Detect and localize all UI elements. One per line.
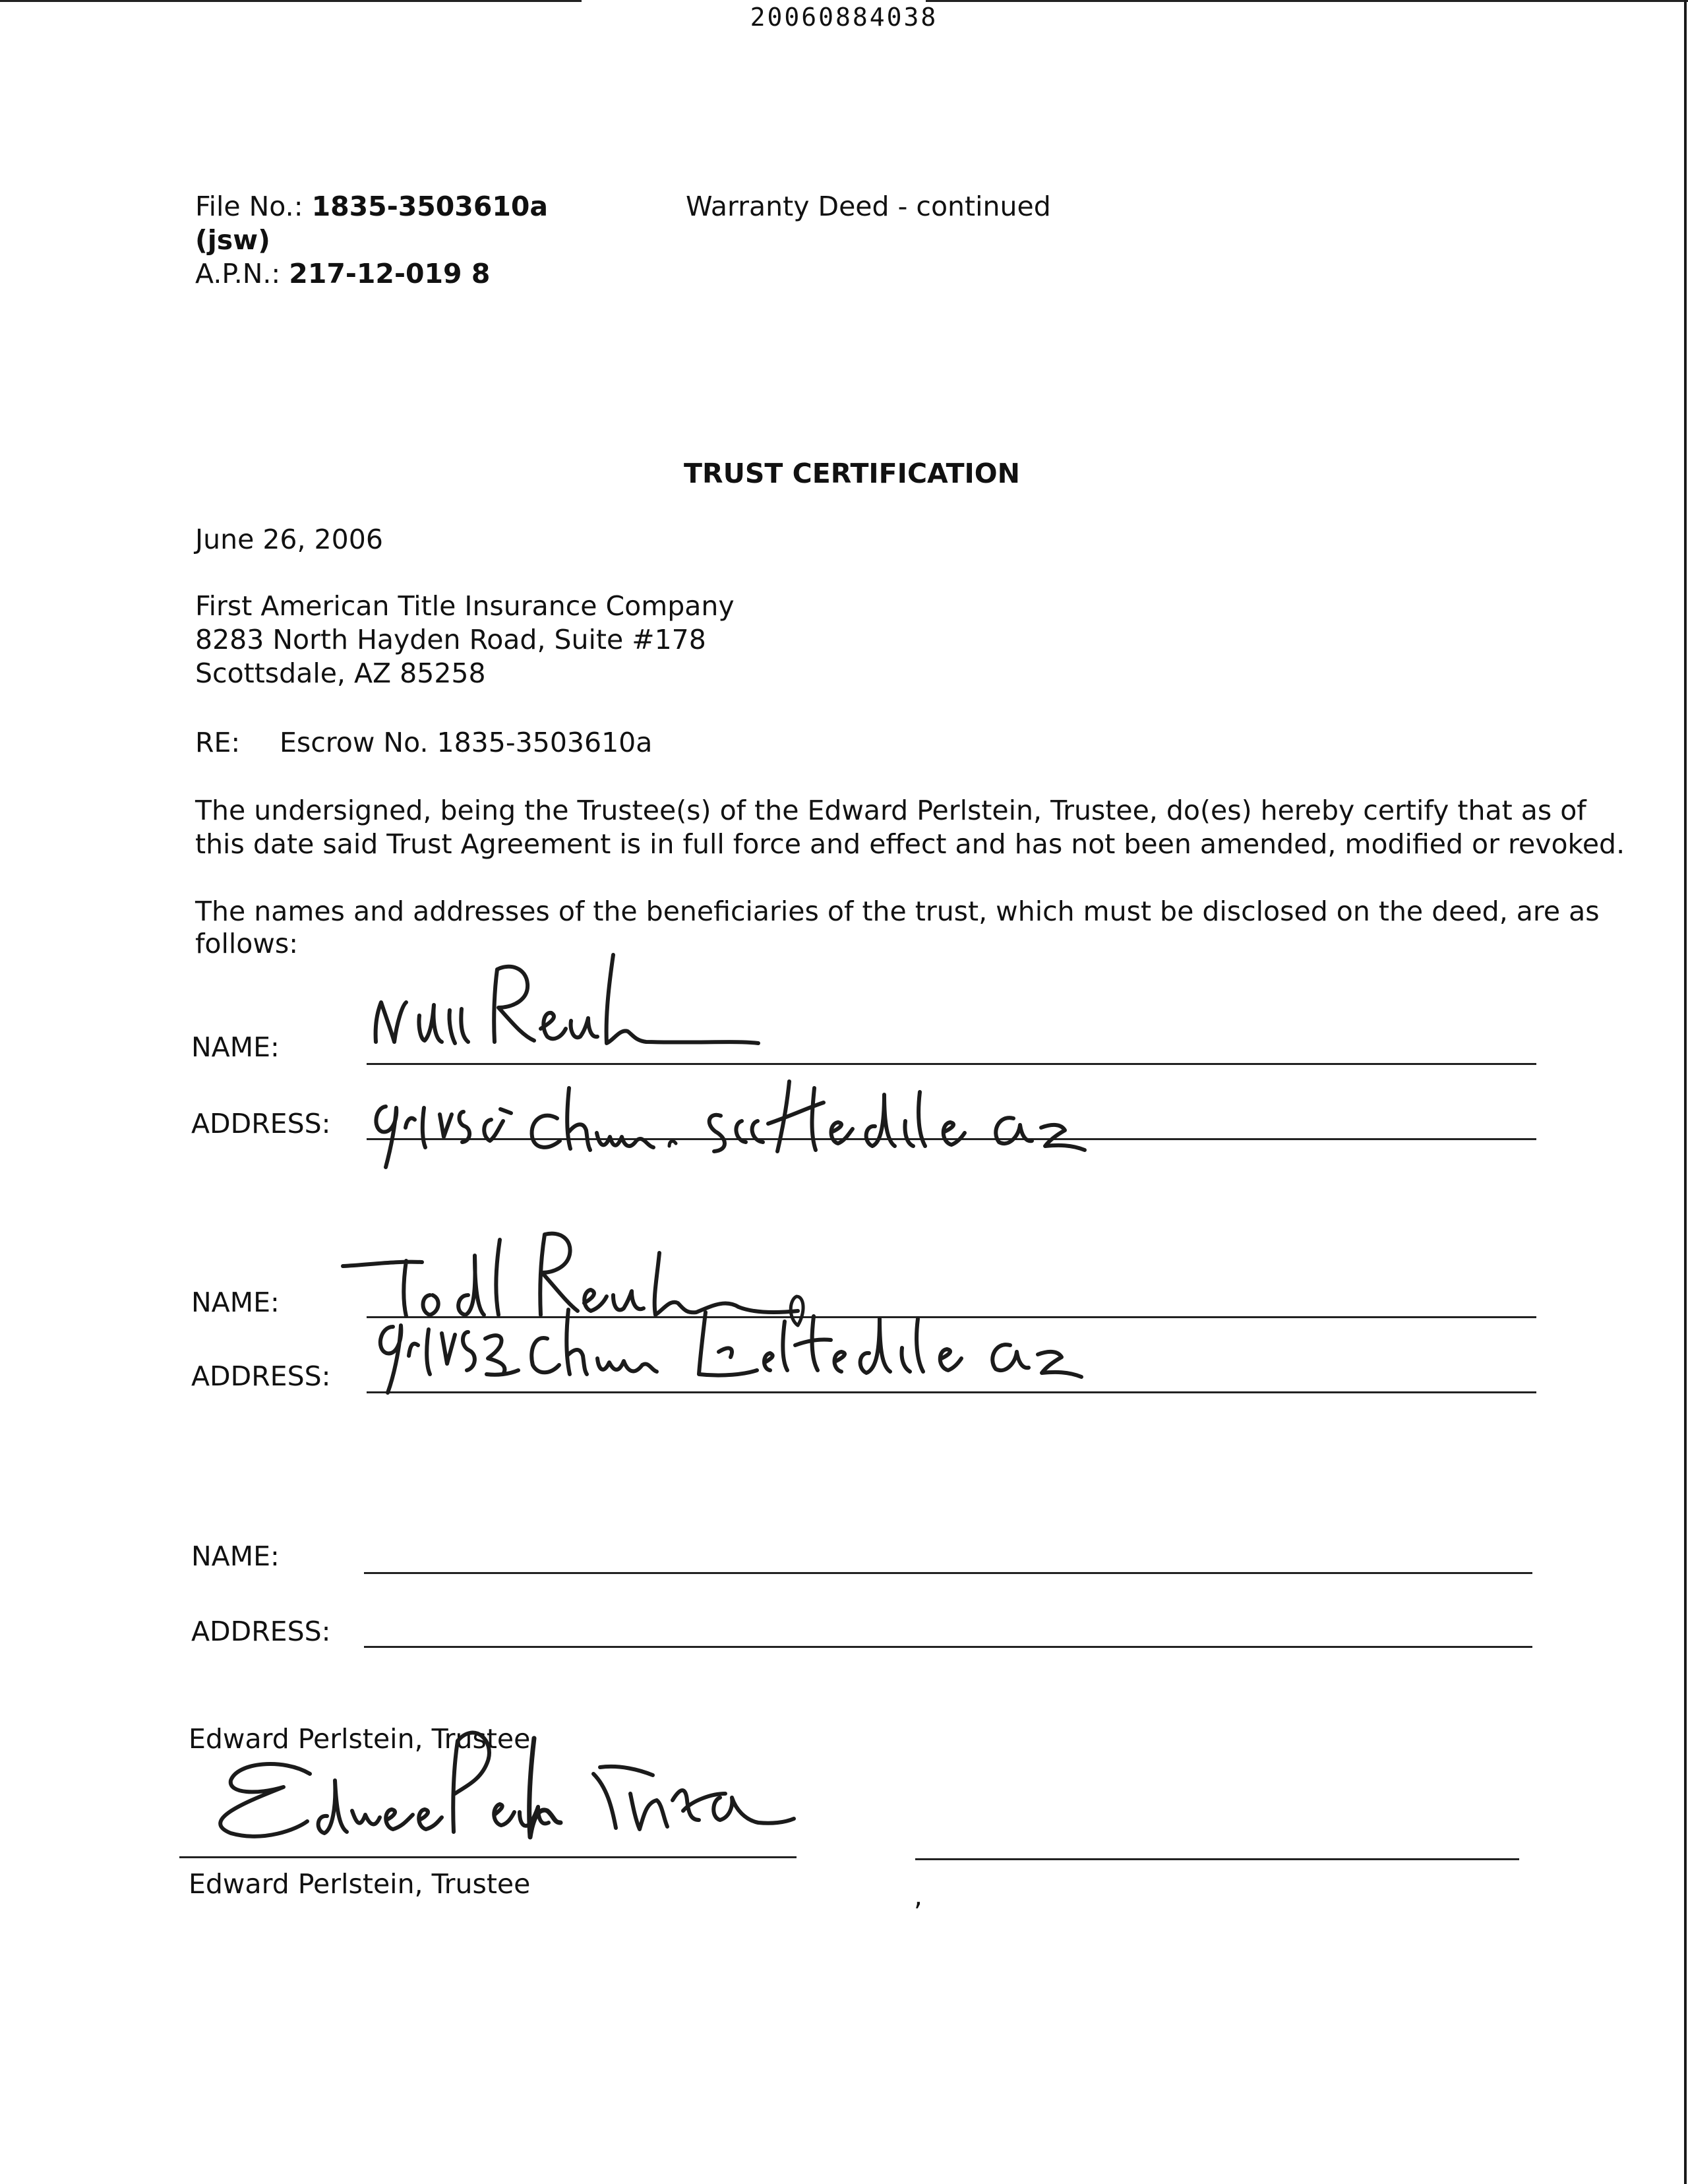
apn-line	[195, 257, 490, 291]
beneficiary-3-name-label: NAME:	[191, 1540, 280, 1572]
beneficiary-2-name-label: NAME:	[191, 1287, 280, 1318]
beneficiary-1-address-label: ADDRESS:	[191, 1108, 331, 1139]
paragraph-1-line-2: this date said Trust Agreement is in full force and effect and has not been amended, modified or revoked.	[195, 828, 1625, 860]
beneficiary-2-address-handwriting	[356, 1292, 1114, 1405]
top-rule-right	[926, 0, 1688, 2]
document-date: June 26, 2006	[195, 524, 383, 555]
apn-value: 217-12-019 8	[289, 258, 491, 289]
trustee-signature-line	[179, 1856, 797, 1858]
beneficiary-1-name-label: NAME:	[191, 1031, 280, 1063]
file-no-value: 1835-3503610a	[311, 191, 549, 222]
top-rule-left	[0, 0, 582, 2]
initials: (jsw)	[195, 224, 270, 256]
document-title: TRUST CERTIFICATION	[684, 458, 1020, 489]
paragraph-2-line-2: follows:	[195, 928, 299, 959]
re-value: Escrow No. 1835-3503610a	[280, 727, 653, 758]
document-type: Warranty Deed - continued	[686, 191, 1051, 222]
trustee-signature	[211, 1688, 804, 1866]
addressee-line-3: Scottsdale, AZ 85258	[195, 657, 486, 689]
beneficiary-3-name-line	[364, 1572, 1532, 1574]
second-signature-line	[915, 1858, 1519, 1860]
file-no-label: File No.:	[195, 191, 303, 222]
addressee-line-1: First American Title Insurance Company	[195, 590, 735, 622]
paragraph-2-line-1: The names and addresses of the beneficiaries of the trust, which must be disclosed on the deed, are as	[195, 895, 1600, 927]
recording-number: 20060884038	[750, 3, 938, 32]
scan-edge	[1684, 0, 1687, 2184]
beneficiary-2-address-label: ADDRESS:	[191, 1360, 331, 1392]
stray-mark: ,	[914, 1880, 923, 1912]
signer-name-below: Edward Perlstein, Trustee	[189, 1868, 531, 1900]
beneficiary-1-name-handwriting	[356, 936, 765, 1075]
signer-name-above: Edward Perlstein, Trustee	[189, 1723, 531, 1755]
beneficiary-1-address-handwriting	[359, 1068, 1111, 1174]
beneficiary-3-address-line	[364, 1646, 1532, 1648]
apn-label: A.P.N.:	[195, 258, 281, 289]
stray-loop-mark	[785, 1292, 811, 1332]
addressee-line-2: 8283 North Hayden Road, Suite #178	[195, 624, 706, 655]
paragraph-1-line-1: The undersigned, being the Trustee(s) of the Edward Perlstein, Trustee, do(es) hereby certify that as of	[195, 795, 1586, 826]
beneficiary-3-address-label: ADDRESS:	[191, 1616, 331, 1647]
file-no-line	[195, 190, 548, 224]
re-label: RE:	[195, 727, 241, 758]
